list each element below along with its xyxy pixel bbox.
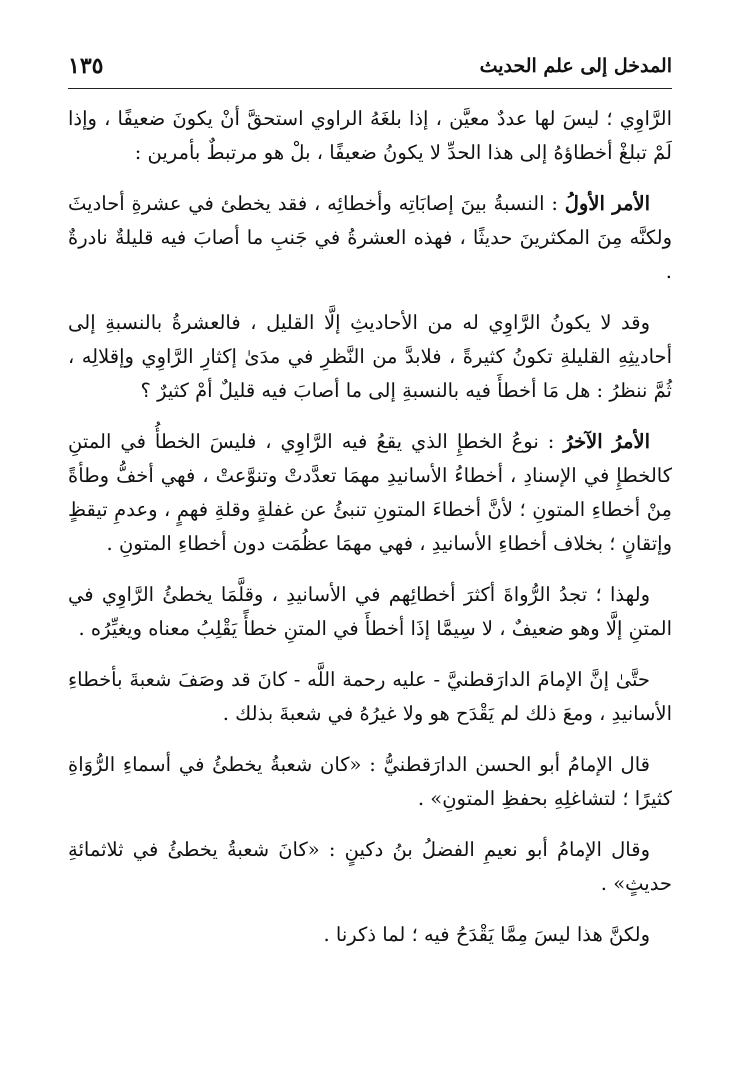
paragraph-4 <box>68 425 672 561</box>
paragraph-text: : النسبةُ بينَ إصابَاتِه وأخطائِه ، فقد يخطئ في عشرةِ أحاديثَ ولكنَّه مِنَ المكثرينَ حديثًا ، فهذه العشرةُ في جَنبِ ما أصابَ فيه قليلةٌ نادرةٌ . <box>68 192 672 283</box>
paragraph-text: الرَّاوِي ؛ ليسَ لها عددٌ معيَّن ، إذا بلغَهُ الراوي استحقَّ أنْ يكونَ ضعيفًا ، وإذا لَمْ تبلغْ أخطاؤهُ إلى هذا الحدِّ لا يكونُ ضعيفًا ، بلْ هو مرتبطٌ بأمرين : <box>68 107 672 164</box>
paragraph-lead: الأمر الأولُ <box>564 192 651 215</box>
paragraph-text: حتَّىٰ إنَّ الإمامَ الدارَقطنيَّ - عليه رحمة اللَّه - كانَ قد وصَفَ شعبةَ بأخطاءِ الأسانيدِ ، ومعَ ذلك لم يَقْدَح هو ولا غيرُهُ في شعبةَ بذلك . <box>68 668 672 725</box>
paragraph-text: : نوعُ الخطإِ الذي يقعُ فيه الرَّاوِي ، فليسَ الخطأُ في المتنِ كالخطإِ في الإسنادِ ، أخطاءُ الأسانيدِ مهمَا تعدَّدتْ وتنوَّعتْ ، فهي أخفُّ وطأةً مِنْ أخطاءِ المتونِ ؛ لأنَّ أخطاءَ المتونِ تنبئُ عن غفلةٍ وقلةِ فهمٍ ، وعدمِ تيقظٍ وإتقانٍ ؛ بخلاف أخطاءِ الأسانيدِ ، فهي مهمَا عظُمَت دون أخطاءِ المتونِ . <box>68 430 672 555</box>
paragraph-2 <box>68 187 672 289</box>
paragraph-3 <box>68 306 672 408</box>
paragraph-1 <box>68 102 672 170</box>
paragraph-5 <box>68 578 672 646</box>
paragraph-9 <box>68 918 672 952</box>
running-head <box>68 44 672 89</box>
paragraph-7 <box>68 748 672 816</box>
paragraph-text: وقد لا يكونُ الرَّاوِي له من الأحاديثِ إلَّا القليل ، فالعشرةُ بالنسبةِ إلى أحاديثِهِ القليلةِ تكونُ كثيرةً ، فلابدَّ من النَّظرِ في مدَىٰ إكثارِ الرَّاوِي وإقلالِه ، ثُمَّ ننظرُ : هل مَا أخطأَ فيه بالنسبةِ إلى ما أصابَ فيه قليلٌ أمْ كثيرٌ ؟ <box>68 311 672 402</box>
paragraph-lead: الأمرُ الآخرُ <box>563 430 651 453</box>
paragraph-text: ولهذا ؛ تجدُ الرُّواةَ أكثرَ أخطائِهم في الأسانيدِ ، وقلَّمَا يخطئُ الرَّاوِي في المتنِ إلَّا وهو ضعيفٌ ، لا سِيمَّا إذَا أخطأَ في المتنِ خطأً يَقْلِبُ معناه ويغيِّرُه . <box>68 583 672 640</box>
page-number: ١٣٥ <box>68 53 104 79</box>
paragraph-6 <box>68 663 672 731</box>
paragraph-text: قال الإمامُ أبو الحسن الدارَقطنيُّ : «كان شعبةُ يخطئُ في أسماءِ الرُّوَاةِ كثيرًا ؛ لتشاغلِهِ بحفظِ المتونِ» . <box>68 753 672 810</box>
paragraph-text: ولكنَّ هذا ليسَ مِمَّا يَقْدَحُ فيه ؛ لما ذكرنا . <box>323 923 650 946</box>
body-text <box>68 102 672 969</box>
paragraph-8 <box>68 833 672 901</box>
paragraph-text: وقال الإمامُ أبو نعيمِ الفضلُ بنُ دكينٍ : «كانَ شعبةُ يخطئُ في ثلاثمائةِ حديثٍ» . <box>68 838 672 895</box>
running-title: المدخل إلى علم الحديث <box>479 55 672 77</box>
